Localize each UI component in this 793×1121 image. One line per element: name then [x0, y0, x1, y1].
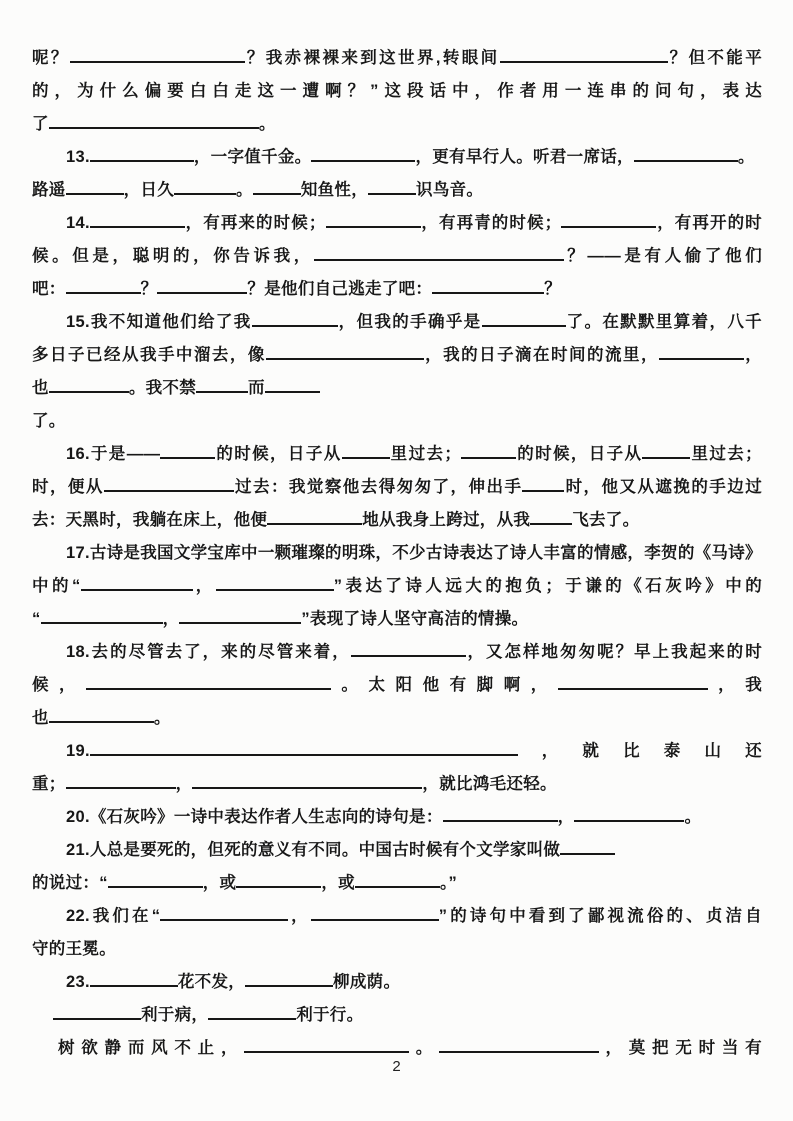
text-segment: ，有再来的时候； [184, 214, 326, 232]
worksheet-line-19 [32, 636, 762, 669]
page-number: 2 [392, 1058, 401, 1075]
fill-in-blank [311, 145, 415, 162]
text-segment: 。我不禁 [128, 379, 197, 397]
text-segment: ，莫把无时当有 [599, 1039, 762, 1057]
text-segment: ？我赤裸裸来到这世界,转眼间 [244, 49, 500, 67]
text-segment: 候， [32, 676, 87, 694]
fill-in-blank [530, 508, 572, 525]
text-segment: 。 [153, 709, 171, 727]
worksheet-line-4 [32, 141, 762, 174]
fill-in-blank [192, 772, 422, 789]
text-segment: 15.我不知道他们给了我 [66, 313, 252, 331]
text-segment: 。 [409, 1039, 440, 1057]
worksheet-line-18 [32, 603, 762, 636]
fill-in-blank [53, 1003, 141, 1020]
worksheet-line-3 [32, 108, 762, 141]
text-segment: 多日子已经从我手中溜去，像 [32, 346, 266, 364]
text-segment: 14. [66, 214, 90, 232]
text-segment: 中的“ [32, 577, 81, 595]
text-segment: ，或 [202, 874, 237, 892]
text-segment: ？是他们自己逃走了吧： [247, 280, 433, 298]
fill-in-blank [634, 145, 738, 162]
fill-in-blank [160, 442, 215, 459]
fill-in-blank [351, 640, 466, 657]
text-segment: 重； [32, 775, 66, 793]
worksheet-line-21 [32, 702, 762, 735]
fill-in-blank [265, 376, 320, 393]
text-segment: ”的诗句中看到了鄙视流俗的、贞洁自 [438, 907, 762, 925]
fill-in-blank [179, 607, 301, 624]
fill-in-blank [314, 244, 564, 261]
text-segment: 的时候，日子从 [516, 445, 643, 463]
text-segment: 守的王冕。 [32, 940, 116, 958]
text-segment: 吧： [32, 280, 66, 298]
fill-in-blank [253, 178, 301, 195]
text-segment: 花不发， [177, 973, 246, 991]
text-segment: 去：天黑时，我躺在床上，他便 [32, 511, 268, 529]
fill-in-blank [174, 178, 236, 195]
worksheet-line-12 [32, 405, 762, 438]
worksheet-line-17 [32, 570, 762, 603]
text-segment: ，就比泰山还 [517, 742, 762, 760]
worksheet-line-26 [32, 867, 762, 900]
text-segment: ？但不能平 [667, 49, 762, 67]
text-segment: 地从我身上跨过，从我 [362, 511, 531, 529]
worksheet-line-28 [32, 933, 762, 966]
text-segment: ？——是有人偷了他们 [563, 247, 763, 265]
fill-in-blank [558, 673, 708, 690]
worksheet-line-5 [32, 174, 762, 207]
fill-in-blank [659, 343, 744, 360]
fill-in-blank [160, 904, 288, 921]
fill-in-blank [245, 970, 333, 987]
text-segment: “ [32, 610, 41, 628]
fill-in-blank [208, 1003, 296, 1020]
text-segment: ， [192, 577, 216, 595]
text-segment: ， [162, 610, 180, 628]
text-segment: ， [557, 808, 575, 826]
worksheet-line-14 [32, 471, 762, 504]
fill-in-blank [266, 343, 424, 360]
fill-in-blank [108, 871, 203, 888]
text-segment: 知鱼性， [300, 181, 369, 199]
text-segment: 。 [737, 148, 755, 166]
worksheet-line-8 [32, 273, 762, 306]
fill-in-blank [326, 211, 421, 228]
text-segment: ， [744, 346, 762, 364]
text-segment: 里过去； [690, 445, 762, 463]
fill-in-blank [90, 739, 518, 756]
fill-in-blank [461, 442, 516, 459]
text-segment: ，或 [321, 874, 355, 892]
text-segment: 过去：我觉察他去得匆匆了，伸出手 [233, 478, 523, 496]
fill-in-blank [81, 574, 193, 591]
text-segment: 13. [66, 148, 90, 166]
text-segment: ？ [140, 280, 158, 298]
text-segment: 18.去的尽管去了，来的尽管来着， [66, 643, 351, 661]
worksheet-line-29 [32, 966, 762, 999]
fill-in-blank [196, 376, 248, 393]
fill-in-blank [368, 178, 416, 195]
text-segment: 22.我们在“ [66, 907, 161, 925]
text-segment: 柳成荫。 [333, 973, 401, 991]
text-segment: 利于行。 [296, 1006, 364, 1024]
fill-in-blank [642, 442, 690, 459]
text-segment: ，更有早行人。听君一席话， [415, 148, 634, 166]
worksheet-line-22 [32, 735, 762, 768]
worksheet-line-16 [32, 537, 762, 570]
fill-in-blank [432, 277, 544, 294]
worksheet-line-1 [32, 42, 762, 75]
fill-in-blank [560, 838, 615, 855]
fill-in-blank [561, 211, 656, 228]
fill-in-blank [49, 376, 129, 393]
text-segment: 20.《石灰吟》一诗中表达作者人生志向的诗句是： [66, 808, 443, 826]
fill-in-blank [90, 970, 178, 987]
text-segment: 利于病， [141, 1006, 209, 1024]
fill-in-blank [49, 112, 259, 129]
text-segment: 。 [236, 181, 253, 199]
text-segment: ？ [544, 280, 562, 298]
worksheet-line-10 [32, 339, 762, 372]
worksheet-line-7 [32, 240, 762, 273]
text-segment: 17.古诗是我国文学宝库中一颗璀璨的明珠，不少古诗表达了诗人丰富的情感，李贺的《马诗》 [66, 544, 762, 562]
fill-in-blank [236, 871, 321, 888]
text-segment: 了。 [32, 412, 66, 430]
fill-in-blank [104, 475, 234, 492]
fill-in-blank [311, 904, 439, 921]
text-segment: 识鸟音。 [416, 181, 484, 199]
worksheet-line-15 [32, 504, 762, 537]
fill-in-blank [252, 310, 338, 327]
fill-in-blank [66, 772, 176, 789]
fill-in-blank [41, 607, 163, 624]
text-segment: 的，为什么偏要白白走这一遭啊？”这段话中，作者用一连串的问句，表达 [32, 82, 762, 100]
text-segment: 。太阳他有脚啊， [331, 676, 558, 694]
text-segment: ，我的日子滴在时间的流里， [423, 346, 659, 364]
text-segment: 了。在默默里算着，八千 [565, 313, 762, 331]
text-segment: 呢？ [32, 49, 70, 67]
text-segment: ，日久 [123, 181, 175, 199]
fill-in-blank [439, 1036, 599, 1053]
text-segment: 里过去； [389, 445, 462, 463]
text-segment: ，有再青的时候； [420, 214, 562, 232]
worksheet-line-27 [32, 900, 762, 933]
fill-in-blank [500, 46, 668, 63]
fill-in-blank [267, 508, 362, 525]
worksheet-line-23 [32, 768, 762, 801]
fill-in-blank [355, 871, 440, 888]
text-segment: 了 [32, 115, 49, 133]
text-segment: 23. [66, 973, 90, 991]
fill-in-blank [216, 574, 334, 591]
fill-in-blank [90, 145, 194, 162]
text-segment: 的说过：“ [32, 874, 108, 892]
text-segment: 16.于是—— [66, 445, 161, 463]
text-segment: 也 [32, 709, 49, 727]
text-segment: 21.人总是要死的，但死的意义有不同。中国古时候有个文学家叫做 [66, 841, 561, 859]
text-segment: 。 [258, 115, 276, 133]
fill-in-blank [574, 805, 684, 822]
fill-in-blank [66, 178, 124, 195]
worksheet-line-11 [32, 372, 762, 405]
fill-in-blank [157, 277, 247, 294]
text-segment: ，有再开的时 [656, 214, 762, 232]
worksheet-line-9 [32, 306, 762, 339]
worksheet-line-24 [32, 801, 762, 834]
fill-in-blank [70, 46, 245, 63]
document-body [32, 42, 762, 1065]
fill-in-blank [90, 211, 185, 228]
worksheet-line-2 [32, 75, 762, 108]
text-segment: ”表现了诗人坚守高洁的情操。 [301, 610, 529, 628]
text-segment: 时，他又从遮挽的手边过 [564, 478, 762, 496]
text-segment: ”表达了诗人远大的抱负；于谦的《石灰吟》中的 [333, 577, 762, 595]
text-segment: ，我 [707, 676, 762, 694]
worksheet-line-6 [32, 207, 762, 240]
text-segment: 树欲静而风不止， [58, 1039, 245, 1057]
worksheet-line-20 [32, 669, 762, 702]
text-segment: 。 [684, 808, 702, 826]
text-segment: 的时候，日子从 [215, 445, 342, 463]
text-segment: ，但我的手确乎是 [337, 313, 482, 331]
fill-in-blank [86, 673, 331, 690]
text-segment: 而 [248, 379, 265, 397]
text-segment: 也 [32, 379, 49, 397]
text-segment: 19. [66, 742, 90, 760]
worksheet-line-30 [32, 999, 762, 1032]
text-segment: 。” [439, 874, 458, 892]
text-segment: 候。但是，聪明的，你告诉我， [32, 247, 314, 265]
text-segment: ， [175, 775, 193, 793]
text-segment: ， [288, 907, 311, 925]
fill-in-blank [482, 310, 566, 327]
fill-in-blank [342, 442, 390, 459]
fill-in-blank [66, 277, 141, 294]
text-segment: ，就比鸿毛还轻。 [422, 775, 557, 793]
fill-in-blank [522, 475, 564, 492]
fill-in-blank [244, 1036, 409, 1053]
text-segment: 飞去了。 [572, 511, 640, 529]
text-segment: 路遥 [32, 181, 66, 199]
text-segment: ，又怎样地匆匆呢？早上我起来的时 [465, 643, 762, 661]
fill-in-blank [443, 805, 558, 822]
text-segment: 时，便从 [32, 478, 104, 496]
worksheet-line-13 [32, 438, 762, 471]
fill-in-blank [49, 706, 154, 723]
text-segment: ，一字值千金。 [193, 148, 312, 166]
worksheet-line-25 [32, 834, 762, 867]
